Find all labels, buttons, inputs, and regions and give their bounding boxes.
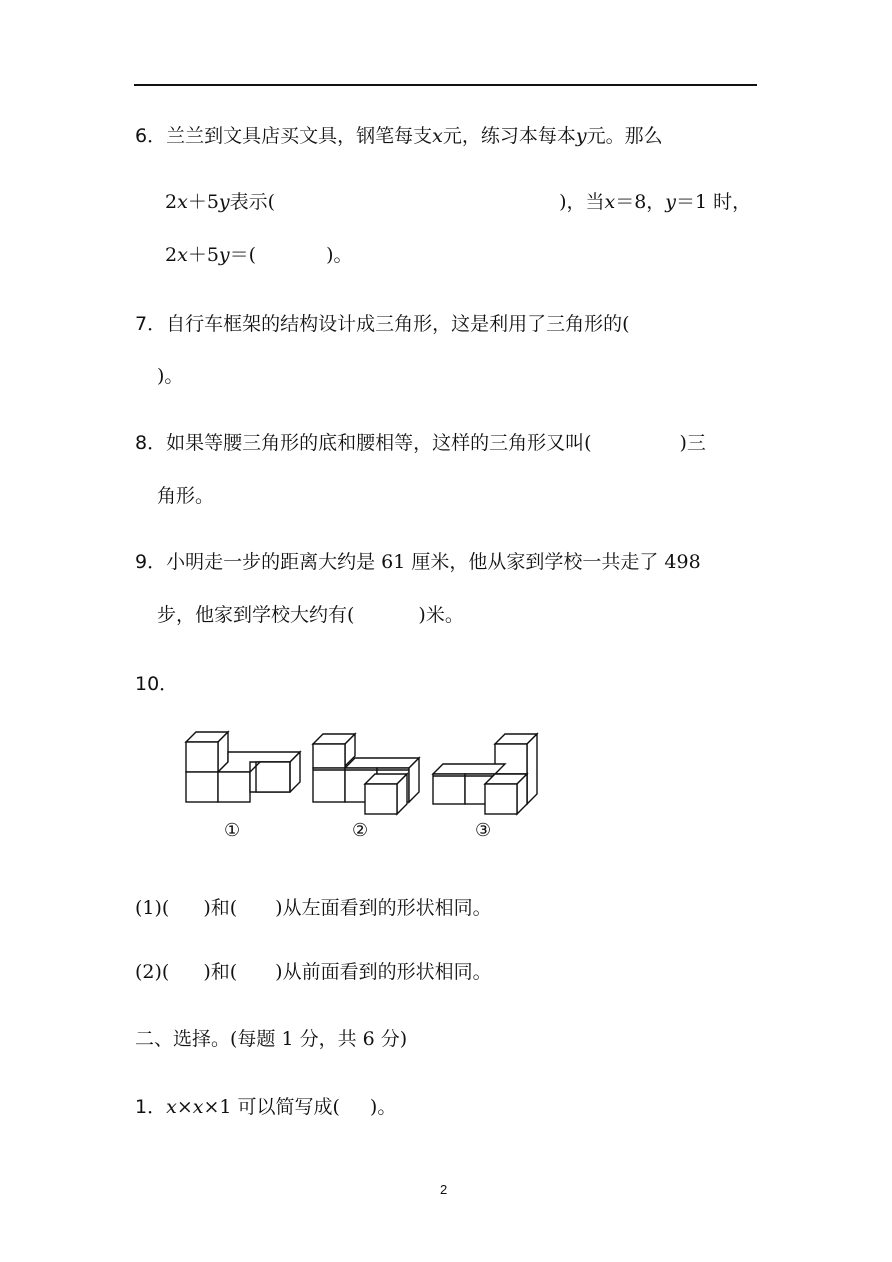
expr: ＋5 bbox=[187, 191, 219, 213]
cube-figure-2 bbox=[313, 734, 421, 816]
cube-figure-1 bbox=[186, 732, 302, 804]
q6-text: ＝1 时， bbox=[676, 191, 752, 213]
section-title: 二、选择。(每题 1 分，共 6 分) bbox=[135, 1028, 408, 1050]
q8-line1 bbox=[135, 431, 706, 455]
q9-number: 9． bbox=[135, 551, 167, 573]
q8-text: 如果等腰三角形的底和腰相等，这样的三角形又叫( bbox=[166, 432, 592, 454]
cube-figure-3 bbox=[433, 734, 541, 816]
var-x: x bbox=[604, 191, 616, 213]
q6-text: ＝8， bbox=[615, 191, 666, 213]
var-y: y bbox=[665, 191, 677, 213]
figure-label-2: ② bbox=[352, 820, 369, 841]
q6-text: 表示( bbox=[229, 191, 276, 213]
s2q1-text: ×1 可以简写成( bbox=[203, 1096, 340, 1118]
q7-number: 7． bbox=[135, 313, 167, 335]
sub-text: )和( bbox=[203, 897, 238, 919]
q9-text: 步，他家到学校大约有( bbox=[157, 604, 355, 626]
q8-text: 角形。 bbox=[157, 485, 215, 507]
q6-text: 元。那么 bbox=[586, 125, 663, 147]
s2q1-text: × bbox=[176, 1096, 193, 1118]
expr: 2 bbox=[165, 244, 178, 266]
q8-line2 bbox=[157, 484, 214, 508]
var-y: y bbox=[218, 244, 230, 266]
q6-line2 bbox=[165, 190, 751, 214]
q6-text: )，当 bbox=[559, 191, 605, 213]
q10-sub2 bbox=[135, 960, 492, 984]
q6-text: 元，练习本每本 bbox=[442, 125, 576, 147]
q6-text: ＝( bbox=[229, 244, 257, 266]
q7-line1 bbox=[135, 312, 630, 336]
expr: ＋5 bbox=[187, 244, 219, 266]
figure-label-3: ③ bbox=[475, 820, 492, 841]
sub-text: )从左面看到的形状相同。 bbox=[275, 897, 492, 919]
q6-line1 bbox=[135, 124, 663, 148]
q7-text: )。 bbox=[157, 365, 184, 387]
q6-text: 兰兰到文具店买文具，钢笔每支 bbox=[166, 125, 433, 147]
sub-text: )和( bbox=[203, 961, 238, 983]
var-x: x bbox=[166, 1096, 177, 1118]
var-x: x bbox=[432, 125, 443, 147]
q9-text: 小明走一步的距离大约是 61 厘米，他从家到学校一共走了 498 bbox=[166, 551, 701, 573]
var-y: y bbox=[218, 191, 230, 213]
header-rule bbox=[134, 84, 757, 86]
expr: 2 bbox=[165, 191, 178, 213]
sub-text: (1)( bbox=[135, 897, 170, 919]
var-x: x bbox=[192, 1096, 204, 1118]
q10-sub1 bbox=[135, 896, 492, 920]
figure-label-1: ① bbox=[224, 820, 241, 841]
q7-line2 bbox=[157, 364, 183, 388]
s2q1-text: )。 bbox=[369, 1096, 397, 1118]
q8-text: )三 bbox=[679, 432, 706, 454]
q6-line3 bbox=[165, 243, 352, 267]
q6-number: 6． bbox=[135, 125, 167, 147]
sub-text: )从前面看到的形状相同。 bbox=[275, 961, 492, 983]
var-y: y bbox=[575, 125, 587, 147]
q7-text: 自行车框架的结构设计成三角形，这是利用了三角形的( bbox=[166, 313, 630, 335]
s2q1-line bbox=[135, 1095, 396, 1119]
var-x: x bbox=[177, 244, 188, 266]
sub-text: (2)( bbox=[135, 961, 170, 983]
q8-number: 8． bbox=[135, 432, 167, 454]
q9-line2 bbox=[157, 603, 464, 627]
q10-number: 10． bbox=[135, 673, 179, 695]
var-x: x bbox=[177, 191, 188, 213]
s2q1-number: 1． bbox=[135, 1096, 167, 1118]
q9-text: )米。 bbox=[418, 604, 464, 626]
q6-text: )。 bbox=[326, 244, 353, 266]
page-number: 2 bbox=[440, 1182, 448, 1197]
q9-line1 bbox=[135, 550, 701, 574]
